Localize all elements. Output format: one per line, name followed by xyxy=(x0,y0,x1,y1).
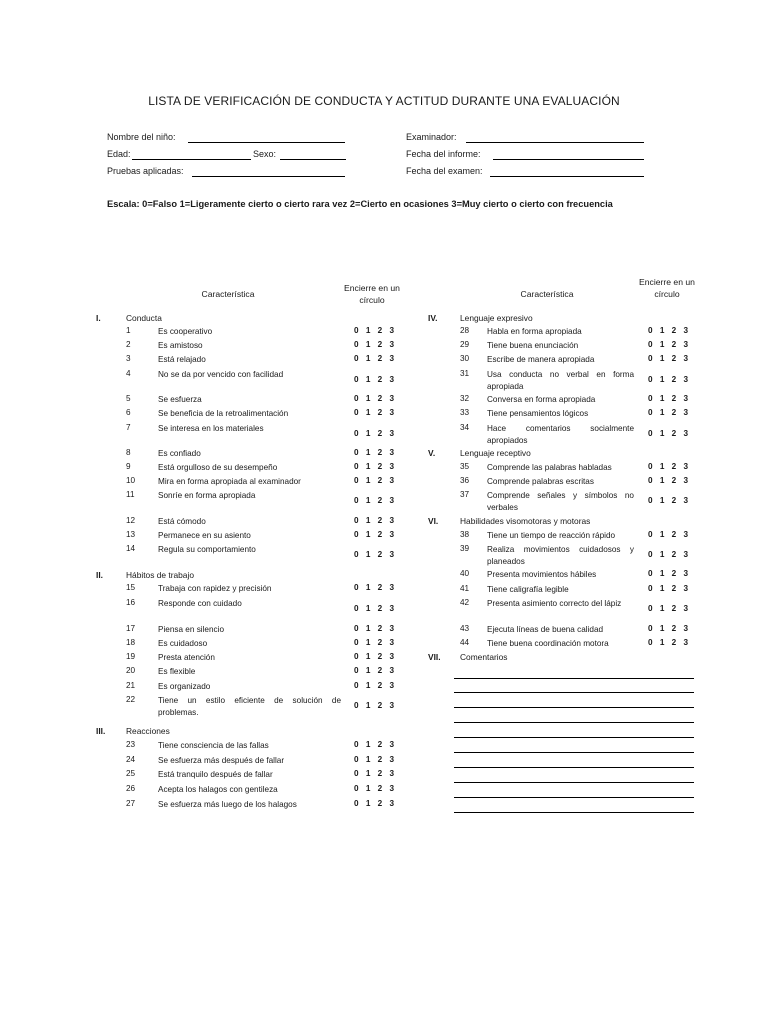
item-text: Se beneficia de la retroalimentación xyxy=(158,409,289,418)
item-number: 40 xyxy=(460,569,470,578)
item-number: 26 xyxy=(126,784,136,793)
header-caracteristica-left: Característica xyxy=(201,289,255,299)
pruebas-label: Pruebas aplicadas: xyxy=(107,166,184,176)
section-number: VI. xyxy=(428,516,439,526)
fecha-examen-field[interactable] xyxy=(490,176,644,177)
section-number: V. xyxy=(428,448,436,458)
item-number: 35 xyxy=(460,462,470,471)
item-text: Realiza movimientos cuidadosos y planeados xyxy=(487,545,634,566)
item-text: Mira en forma apropiada al examinador xyxy=(158,477,301,486)
score-options[interactable]: 0 1 2 3 xyxy=(354,340,395,349)
score-options[interactable]: 0 1 2 3 xyxy=(648,408,689,417)
score-options[interactable]: 0 1 2 3 xyxy=(354,652,395,661)
section-title: Comentarios xyxy=(460,652,508,662)
score-options[interactable]: 0 1 2 3 xyxy=(354,624,395,633)
comment-line[interactable] xyxy=(454,782,694,783)
score-options[interactable]: 0 1 2 3 xyxy=(354,666,395,675)
item-text: Conversa en forma apropiada xyxy=(487,395,596,404)
item-text: Habla en forma apropiada xyxy=(487,327,582,336)
score-options[interactable]: 0 1 2 3 xyxy=(354,448,395,457)
section-number: VII. xyxy=(428,652,441,662)
comment-line[interactable] xyxy=(454,767,694,768)
item-text: Se interesa en los materiales xyxy=(158,424,264,433)
score-options[interactable]: 0 1 2 3 xyxy=(648,429,689,438)
comment-line[interactable] xyxy=(454,707,694,708)
item-number: 11 xyxy=(126,490,135,499)
score-options[interactable]: 0 1 2 3 xyxy=(354,681,395,690)
score-options[interactable]: 0 1 2 3 xyxy=(354,476,395,485)
item-text: Tiene caligrafía legible xyxy=(487,585,569,594)
item-number: 38 xyxy=(460,530,470,539)
item-text: Escribe de manera apropiada xyxy=(487,355,595,364)
score-options[interactable]: 0 1 2 3 xyxy=(354,583,395,592)
score-options[interactable]: 0 1 2 3 xyxy=(648,569,689,578)
item-text: No se da por vencido con facilidad xyxy=(158,370,284,379)
score-options[interactable]: 0 1 2 3 xyxy=(354,408,395,417)
score-options[interactable]: 0 1 2 3 xyxy=(648,354,689,363)
item-number: 28 xyxy=(460,326,470,335)
comment-line[interactable] xyxy=(454,812,694,813)
item-number: 18 xyxy=(126,638,136,647)
item-number: 5 xyxy=(126,394,131,403)
item-text: Usa conducta no verbal en forma apropiada xyxy=(487,370,634,391)
score-options[interactable]: 0 1 2 3 xyxy=(354,516,395,525)
score-options[interactable]: 0 1 2 3 xyxy=(354,638,395,647)
item-text: Trabaja con rapidez y precisión xyxy=(158,584,272,593)
item-number: 15 xyxy=(126,583,136,592)
comment-line[interactable] xyxy=(454,752,694,753)
comment-line[interactable] xyxy=(454,737,694,738)
score-options[interactable]: 0 1 2 3 xyxy=(354,394,395,403)
edad-label: Edad: xyxy=(107,149,131,159)
item-number: 31 xyxy=(460,369,470,378)
section-title: Habilidades visomotoras y motoras xyxy=(460,516,591,526)
section-number: II. xyxy=(96,570,103,580)
nombre-field[interactable] xyxy=(188,142,345,143)
examinador-label: Examinador: xyxy=(406,132,457,142)
sexo-field[interactable] xyxy=(280,159,346,160)
item-number: 30 xyxy=(460,354,470,363)
score-options[interactable]: 0 1 2 3 xyxy=(354,462,395,471)
item-text: Se esfuerza más luego de los halagos xyxy=(158,800,297,809)
item-text: Tiene un estilo eficiente de solución de problemas. xyxy=(158,696,341,717)
item-number: 27 xyxy=(126,799,136,808)
pruebas-field[interactable] xyxy=(192,176,345,177)
item-number: 24 xyxy=(126,755,136,764)
item-text: Es flexible xyxy=(158,667,196,676)
score-options[interactable]: 0 1 2 3 xyxy=(648,584,689,593)
section-number: IV. xyxy=(428,313,438,323)
comment-line[interactable] xyxy=(454,678,694,679)
fecha-informe-label: Fecha del informe: xyxy=(406,149,481,159)
item-text: Está relajado xyxy=(158,355,206,364)
header-encierre-right: Encierre en un círculo xyxy=(639,277,695,299)
item-text: Tiene buena coordinación motora xyxy=(487,639,609,648)
item-text: Se esfuerza más después de fallar xyxy=(158,756,285,765)
comment-line[interactable] xyxy=(454,692,694,693)
section-title: Lenguaje expresivo xyxy=(460,313,533,323)
item-number: 42 xyxy=(460,598,470,607)
section-number: I. xyxy=(96,313,101,323)
header-encierre-left: Encierre en un círculo xyxy=(344,283,400,305)
score-options[interactable]: 0 1 2 3 xyxy=(648,326,689,335)
score-options[interactable]: 0 1 2 3 xyxy=(648,550,689,559)
item-text: Comprende señales y símbolos no verbales xyxy=(487,491,634,512)
item-number: 8 xyxy=(126,448,131,457)
comment-line[interactable] xyxy=(454,722,694,723)
item-text: Es cuidadoso xyxy=(158,639,208,648)
item-text: Presenta movimientos hábiles xyxy=(487,570,597,579)
item-number: 29 xyxy=(460,340,470,349)
score-options[interactable]: 0 1 2 3 xyxy=(648,496,689,505)
item-text: Acepta los halagos con gentileza xyxy=(158,785,278,794)
item-text: Comprende palabras escritas xyxy=(487,477,594,486)
sexo-label: Sexo: xyxy=(253,149,277,159)
item-text: Es confiado xyxy=(158,449,201,458)
item-text: Está tranquilo después de fallar xyxy=(158,770,273,779)
item-text: Hace comentarios socialmente apropiados xyxy=(487,424,634,445)
item-number: 2 xyxy=(126,340,131,349)
item-number: 20 xyxy=(126,666,136,675)
score-options[interactable]: 0 1 2 3 xyxy=(354,375,395,384)
score-options[interactable]: 0 1 2 3 xyxy=(354,740,395,749)
scale-legend: Escala: 0=Falso 1=Ligeramente cierto o cierto rara vez 2=Cierto en ocasiones 3=Muy cierto o cierto con frecuencia xyxy=(107,199,613,209)
section-title: Lenguaje receptivo xyxy=(460,448,531,458)
item-number: 33 xyxy=(460,408,470,417)
header-caracteristica-right: Característica xyxy=(520,289,574,299)
score-options[interactable]: 0 1 2 3 xyxy=(354,799,395,808)
fecha-examen-label: Fecha del examen: xyxy=(406,166,483,176)
score-options[interactable]: 0 1 2 3 xyxy=(648,340,689,349)
item-number: 7 xyxy=(126,423,131,432)
item-number: 22 xyxy=(126,695,136,704)
item-number: 23 xyxy=(126,740,136,749)
item-text: Es amistoso xyxy=(158,341,203,350)
item-number: 21 xyxy=(126,681,136,690)
item-number: 12 xyxy=(126,516,136,525)
item-number: 34 xyxy=(460,423,470,432)
score-options[interactable]: 0 1 2 3 xyxy=(354,354,395,363)
item-number: 36 xyxy=(460,476,470,485)
score-options[interactable]: 0 1 2 3 xyxy=(648,604,689,613)
item-number: 41 xyxy=(460,584,470,593)
score-options[interactable]: 0 1 2 3 xyxy=(648,624,689,633)
item-text: Responde con cuidado xyxy=(158,599,242,608)
score-options[interactable]: 0 1 2 3 xyxy=(354,429,395,438)
page-title: LISTA DE VERIFICACIÓN DE CONDUCTA Y ACTITUD DURANTE UNA EVALUACIÓN xyxy=(148,94,620,108)
score-options[interactable]: 0 1 2 3 xyxy=(354,769,395,778)
nombre-label: Nombre del niño: xyxy=(107,132,176,142)
item-number: 19 xyxy=(126,652,136,661)
item-text: Presta atención xyxy=(158,653,215,662)
item-text: Piensa en silencio xyxy=(158,625,224,634)
score-options[interactable]: 0 1 2 3 xyxy=(354,604,395,613)
item-number: 6 xyxy=(126,408,131,417)
item-text: Es cooperativo xyxy=(158,327,213,336)
score-options[interactable]: 0 1 2 3 xyxy=(354,550,395,559)
item-number: 25 xyxy=(126,769,136,778)
section-number: III. xyxy=(96,726,106,736)
item-text: Permanece en su asiento xyxy=(158,531,251,540)
score-options[interactable]: 0 1 2 3 xyxy=(648,476,689,485)
section-title: Reacciones xyxy=(126,726,170,736)
item-number: 10 xyxy=(126,476,136,485)
score-options[interactable]: 0 1 2 3 xyxy=(648,638,689,647)
item-number: 37 xyxy=(460,490,470,499)
item-text: Tiene consciencia de las fallas xyxy=(158,741,269,750)
item-number: 3 xyxy=(126,354,131,363)
item-text: Está cómodo xyxy=(158,517,206,526)
item-number: 4 xyxy=(126,369,131,378)
fecha-informe-field[interactable] xyxy=(493,159,644,160)
score-options[interactable]: 0 1 2 3 xyxy=(648,530,689,539)
item-text: Sonríe en forma apropiada xyxy=(158,491,256,500)
item-number: 43 xyxy=(460,624,470,633)
item-text: Regula su comportamiento xyxy=(158,545,256,554)
item-number: 32 xyxy=(460,394,470,403)
item-number: 14 xyxy=(126,544,136,553)
item-text: Está orgulloso de su desempeño xyxy=(158,463,278,472)
score-options[interactable]: 0 1 2 3 xyxy=(354,496,395,505)
comment-line[interactable] xyxy=(454,797,694,798)
item-number: 44 xyxy=(460,638,470,647)
section-title: Hábitos de trabajo xyxy=(126,570,194,580)
item-text: Tiene pensamientos lógicos xyxy=(487,409,589,418)
item-text: Tiene un tiempo de reacción rápido xyxy=(487,531,616,540)
score-options[interactable]: 0 1 2 3 xyxy=(354,701,395,710)
score-options[interactable]: 0 1 2 3 xyxy=(354,755,395,764)
score-options[interactable]: 0 1 2 3 xyxy=(354,326,395,335)
item-text: Se esfuerza xyxy=(158,395,202,404)
item-number: 16 xyxy=(126,598,136,607)
item-text: Es organizado xyxy=(158,682,211,691)
item-number: 17 xyxy=(126,624,136,633)
examinador-field[interactable] xyxy=(466,142,644,143)
item-number: 39 xyxy=(460,544,470,553)
item-text: Presenta asimiento correcto del lápiz xyxy=(487,599,622,608)
item-number: 1 xyxy=(126,326,131,335)
score-options[interactable]: 0 1 2 3 xyxy=(648,462,689,471)
item-number: 13 xyxy=(126,530,136,539)
item-text: Ejecuta líneas de buena calidad xyxy=(487,625,604,634)
edad-field[interactable] xyxy=(132,159,251,160)
item-text: Comprende las palabras habladas xyxy=(487,463,612,472)
item-number: 9 xyxy=(126,462,131,471)
section-title: Conducta xyxy=(126,313,162,323)
score-options[interactable]: 0 1 2 3 xyxy=(648,394,689,403)
score-options[interactable]: 0 1 2 3 xyxy=(648,375,689,384)
item-text: Tiene buena enunciación xyxy=(487,341,579,350)
score-options[interactable]: 0 1 2 3 xyxy=(354,784,395,793)
score-options[interactable]: 0 1 2 3 xyxy=(354,530,395,539)
